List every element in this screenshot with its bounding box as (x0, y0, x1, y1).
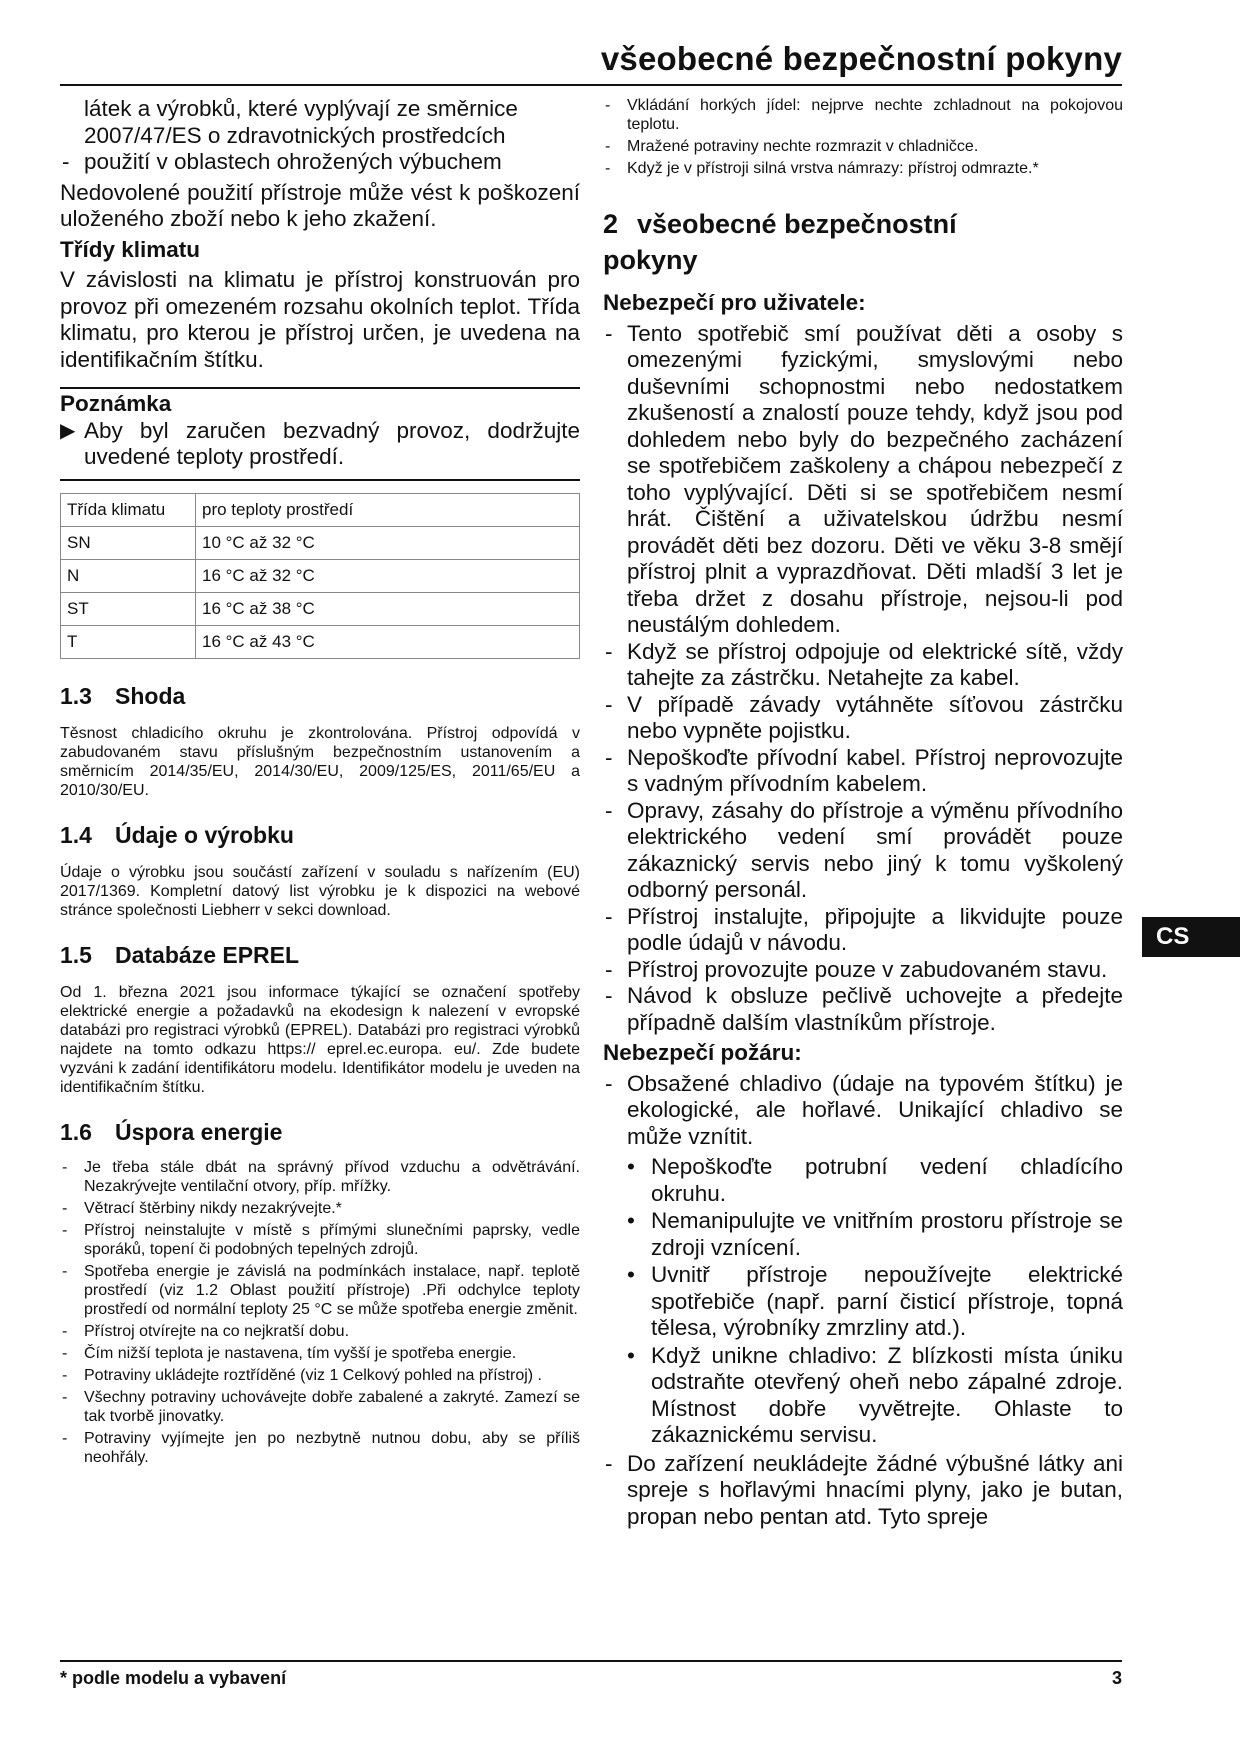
list-item: - Návod k obsluze pečlivě uchovejte a předejte případně dalším vlastníkům přístroje. (603, 983, 1123, 1036)
left-column (60, 96, 580, 1467)
page-header-title: všeobecné bezpečnostní pokyny (600, 40, 1122, 77)
list-item: - Vkládání horkých jídel: nejprve nechte zchladnout na pokojovou teplotu. (603, 96, 1123, 134)
section-title: Databáze EPREL (115, 941, 300, 968)
list-item: - Když se přístroj odpojuje od elektrické sítě, vždy tahejte za zástrčku. Netahejte za kabel. (603, 639, 1123, 692)
bullet-item: • Když unikne chladivo: Z blízkosti místa úniku odstraňte otevřený oheň nebo zápalné zdroje. Místnost dobře vyvětrejte. Ohlaste to zákaznickému servisu. (603, 1343, 1123, 1449)
energy-saving-list (60, 1158, 580, 1467)
list-item: - Do zařízení neukládejte žádné výbušné látky ani spreje s hořlavými hnacími plyny, jako je butan, propan nebo pentan atd. Tyto spreje (603, 1451, 1123, 1531)
fire-danger-heading: Nebezpečí požáru: (603, 1040, 802, 1065)
table-cell: T (61, 625, 196, 658)
list-item: - Mražené potraviny nechte rozmrazit v chladničce. (603, 137, 1123, 156)
right-column (603, 96, 1123, 1530)
continued-item-line1: látek a výrobků, které vyplývají ze směrnice (84, 96, 518, 121)
section-2-heading (603, 206, 1123, 278)
fire-bullet-list (603, 1154, 1123, 1449)
note-bottom-rule (60, 479, 580, 481)
continued-item-2: - použití v oblastech ohrožených výbuchem (60, 149, 580, 176)
section-1-5-text: Od 1. března 2021 jsou informace týkající se označení spotřeby elektrické energie a požadavků na ekodesign k nalezení v evropské databázi pro registraci výrobků (EPREL). Databázi pro registraci výrobků najdete na tomto odkazu https:// eprel.ec.europa. eu/. Zde budete vyzváni k zadání identifikátoru modelu. Identifikátor modelu je uveden na identifikačním štítku. (60, 983, 580, 1096)
section-number: 1.3 (60, 682, 92, 709)
table-cell: N (61, 559, 196, 592)
table-row (61, 625, 580, 658)
climate-table (60, 493, 580, 659)
section-title: Údaje o výrobku (115, 821, 294, 848)
note-top-rule (60, 387, 580, 389)
table-cell: 16 °C až 43 °C (196, 625, 580, 658)
footer-note: * podle modelu a vybavení (60, 1668, 287, 1688)
improper-use-text: Nedovolené použití přístroje může vést k poškození uloženého zboží nebo k jeho zkažení. (60, 179, 580, 231)
table-cell: 16 °C až 32 °C (196, 559, 580, 592)
bullet-item: • Nemanipulujte ve vnitřním prostoru přístroje se zdroji vznícení. (603, 1208, 1123, 1261)
list-item: - Přístroj neinstalujte v místě s přímými slunečními paprsky, vedle sporáků, topení či podobných tepelných zdrojů. (60, 1221, 580, 1259)
list-item: - Potraviny ukládejte roztříděné (viz 1 Celkový pohled na přístroj) . (60, 1366, 580, 1385)
note-heading: Poznámka (60, 391, 172, 416)
footer-rule (60, 1660, 1122, 1662)
user-danger-list (603, 321, 1123, 1037)
user-danger-heading: Nebezpečí pro uživatele: (603, 290, 866, 315)
section-title-line2: pokyny (603, 245, 698, 275)
list-item: - Když je v přístroji silná vrstva námrazy: přístroj odmrazte.* (603, 159, 1123, 178)
section-1-3-text: Těsnost chladicího okruhu je zkontrolována. Přístroj odpovídá v zabudovaném stavu příslušným bezpečnostním ustanovením a směrnicím 2014/35/EU, 2014/30/EU, 2009/125/ES, 2011/65/EU a 2010/30/EU. (60, 724, 580, 799)
table-row (61, 526, 580, 559)
table-header-range: pro teploty prostředí (196, 493, 580, 526)
table-cell: 16 °C až 38 °C (196, 592, 580, 625)
climate-heading: Třídy klimatu (60, 236, 201, 262)
list-item: - V případě závady vytáhněte síťovou zástrčku nebo vypněte pojistku. (603, 692, 1123, 745)
table-header-row (61, 493, 580, 526)
list-item: - Čím nižší teplota je nastavena, tím vyšší je spotřeba energie. (60, 1344, 580, 1363)
section-1-5-heading (60, 942, 580, 969)
list-item: - Všechny potraviny uchovávejte dobře zabalené a zakryté. Zamezí se tak tvorbě jinovatky. (60, 1388, 580, 1426)
table-cell: ST (61, 592, 196, 625)
table-cell: 10 °C až 32 °C (196, 526, 580, 559)
bullet-item: • Nepoškoďte potrubní vedení chladícího okruhu. (603, 1154, 1123, 1207)
list-item: - Přístroj provozujte pouze v zabudovaném stavu. (603, 957, 1123, 984)
header-rule (60, 84, 1122, 86)
table-row (61, 559, 580, 592)
list-item: - Větrací štěrbiny nikdy nezakrývejte.* (60, 1199, 580, 1218)
section-title: Úspora energie (115, 1118, 283, 1145)
language-tab: CS (1142, 917, 1240, 957)
table-header-class: Třída klimatu (61, 493, 196, 526)
section-1-4-heading (60, 822, 580, 849)
list-item: - Potraviny vyjímejte jen po nezbytně nutnou dobu, aby se příliš neohřály. (60, 1429, 580, 1467)
page-number: 3 (1111, 1668, 1122, 1688)
section-title-line1: všeobecné bezpečnostní (637, 209, 957, 239)
climate-text: V závislosti na klimatu je přístroj konstruován pro provoz při omezeném rozsahu okolních teplot. Třída klimatu, pro kterou je přístroj určen, je uvedena na identifikačním štítku. (60, 267, 580, 372)
list-item: - Spotřeba energie je závislá na podmínkách instalace, např. teplotě prostředí (viz 1.2 Oblast použití přístroje) .Při odchylce teploty prostředí od normální teploty 25 °C se může spotřeba energie změnit. (60, 1262, 580, 1319)
note-text: ▶ Aby byl zaručen bezvadný provoz, dodržujte uvedené teploty prostředí. (60, 418, 580, 471)
section-1-3-heading (60, 683, 580, 710)
list-item: - Obsažené chladivo (údaje na typovém štítku) je ekologické, ale hořlavé. Unikající chladivo se může vznítit. (603, 1071, 1123, 1151)
section-number: 1.6 (60, 1118, 92, 1145)
table-row (61, 592, 580, 625)
continued-item-line2: 2007/47/ES o zdravotnických prostředcích (84, 122, 506, 148)
section-1-4-text: Údaje o výrobku jsou součástí zařízení v souladu s nařízením (EU) 2017/1369. Kompletní datový list výrobku je k dispozici na webové stránce společnosti Liebherr v sekci download. (60, 863, 580, 919)
section-number: 1.5 (60, 941, 92, 968)
list-item: - Tento spotřebič smí používat děti a osoby s omezenými fyzickými, smyslovými nebo duševními schopnostmi nebo nedostatkem zkušeností a znalostí pouze tehdy, když jsou pod dohledem nebo byly do bezpečného zacházení se spotřebičem zaškoleny a chápou nebezpečí z toho vyplývající. Děti si se spotřebičem nesmí hrát. Čištění a uživatelskou údržbu nesmí provádět děti bez dozoru. Děti ve věku 3-8 smějí přístroj plnit a vyprazdňovat. Děti mladší 3 let je třeba držet z dosahu přístroje, nejsou-li pod neustálým dohledem. (603, 321, 1123, 639)
bullet-item: • Uvnitř přístroje nepoužívejte elektrické spotřebiče (např. parní čisticí přístroje, topná tělesa, výrobníky zmrzliny atd.). (603, 1262, 1123, 1342)
list-item: - Nepoškoďte přívodní kabel. Přístroj neprovozujte s vadným přívodním kabelem. (603, 745, 1123, 798)
section-1-6-heading (60, 1119, 580, 1146)
list-item: - Je třeba stále dbát na správný přívod vzduchu a odvětrávání. Nezakrývejte ventilační otvory, příp. mřížky. (60, 1158, 580, 1196)
section-title: Shoda (115, 682, 186, 709)
table-cell: SN (61, 526, 196, 559)
list-item: - Přístroj otvírejte na co nejkratší dobu. (60, 1322, 580, 1341)
list-item: - Opravy, zásahy do přístroje a výměnu přívodního elektrického vedení smí provádět pouze zákaznický servis nebo jiný k tomu vyškolený odborný personál. (603, 798, 1123, 904)
list-item: - Přístroj instalujte, připojujte a likvidujte pouze podle údajů v návodu. (603, 904, 1123, 957)
section-number: 2 (603, 209, 619, 239)
section-number: 1.4 (60, 821, 92, 848)
